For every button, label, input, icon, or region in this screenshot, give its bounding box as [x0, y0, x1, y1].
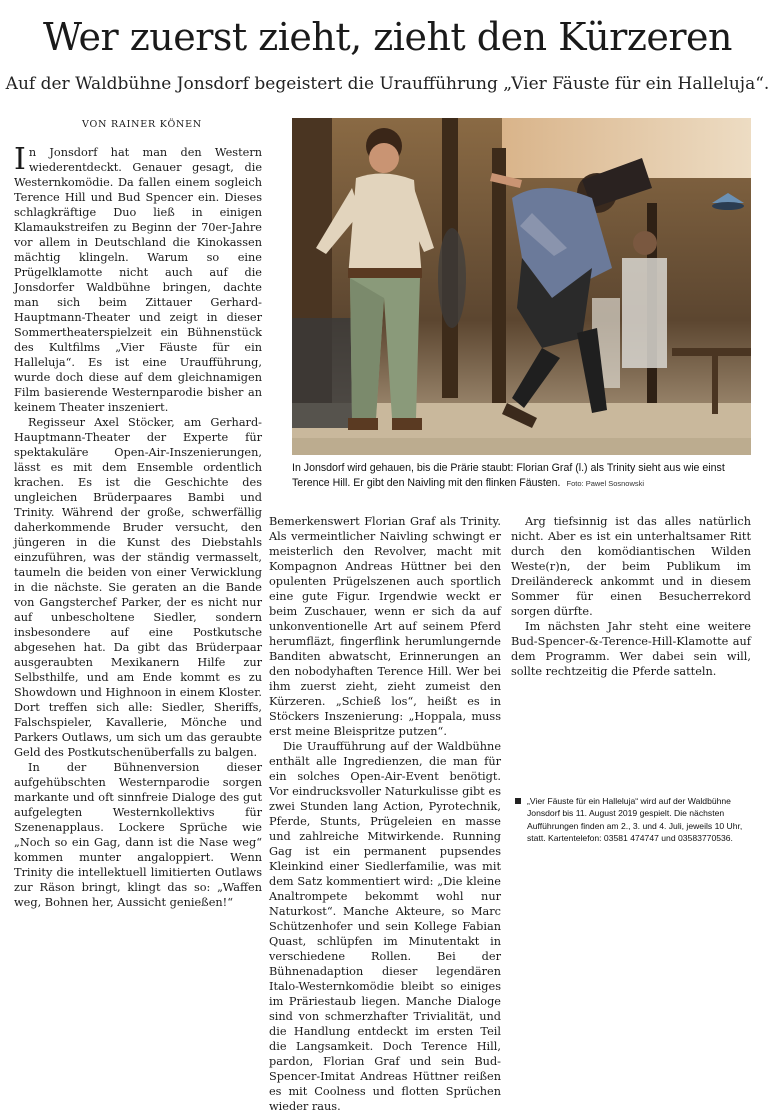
- photo-credit: Foto: Pawel Sosnowski: [566, 479, 645, 488]
- article-column-2: [269, 514, 501, 1114]
- article-paragraph-4: Bemerkenswert Florian Graf als Trinity. Als vermeintlicher Naivling schwingt er meisterlich den Revolver, macht mit Kompagnon Andreas Hüttner bei den opulenten Prügelszenen auch sportlich eine gute Figur. Irgendwie weckt er beim Zuschauer, wenn er sich da auf unkonventionelle Art auf seinem Pferd herumfläzt, fingerflink herumlungernde Banditen abwatscht, Erinnerungen an den nobodyhaften Terence Hill. Wer bei ihm zuerst zieht, zieht zumeist den Kürzeren. „Schieß los“, heißt es in Stöckers Inszenierung: „Hoppala, muss erst meine Bleispritze putzen“.: [269, 515, 501, 738]
- article-paragraph-6: Arg tiefsinnig ist das alles natürlich nicht. Aber es ist ein unterhaltsamer Ritt durch den komödiantischen Wilden Weste(r)n, der beim Publikum im Dreiländereck ankommt und in diesem Sommer für einen Besucherrekord sorgen dürfte.: [511, 515, 751, 618]
- bullet-square-icon: [515, 798, 521, 804]
- article-column-3: [511, 514, 751, 679]
- event-info-box: [527, 795, 751, 845]
- byline: VON RAINER KÖNEN: [82, 119, 202, 130]
- article-paragraph-3: In der Bühnenversion dieser aufgehübschten Westernparodie sorgen markante und oft sinnfreie Dialoge des gut aufgelegten Westernkollektivs für Szenenapplaus. Lockere Sprüche wie „Noch so ein Gag, dann ist die Nase weg“ kommen munter angaloppiert. Wenn Trinity die intellektuell limitierten Outlaws zur Räson bringt, klingt das so: „Waffen weg, Bohnen her, Aussicht genießen!“: [14, 761, 262, 909]
- paragraph-text: n Jonsdorf hat man den Western wiederentdeckt. Genauer gesagt, die Westernkomödie. Da fallen einem sogleich Terence Hill und Bud Spencer ein. Dieses schlagkräftige Duo ließ in einigen Klamaukstreifen zu Beginn der 70er-Jahre vor allem in Deutschland die Kinokassen mächtig klingeln. Warum so eine Prügelklamotte nicht auch auf die Jonsdorfer Waldbühne bringen, dachte man sich beim Zittauer Gerhard-Hauptmann-Theater und zeigt in dieser Sommertheaterspielzeit ein Bühnenstück des Kultfilms „Vier Fäuste für ein Halleluja“. Es ist eine Uraufführung, wurde doch diese auf dem gleichnamigen Film basierende Westernparodie bisher an keinem Theater inszeniert.: [14, 146, 262, 414]
- article-photo: [292, 118, 751, 455]
- article-paragraph-2: Regisseur Axel Stöcker, am Gerhard-Hauptmann-Theater der Experte für spektakuläre Open-Air-Inszenierungen, lässt es mit dem Ensemble ordentlich krachen. Es ist die Geschichte des ungleichen Brüderpaares Bambi und Trinity. Während der große, schwerfällig daherkommende Bruder versucht, den jüngeren in die Kunst des Diebstahls einzuführen, was der ständig vermasselt, taumeln die beiden von einer Verwicklung in die nächste. Sie geraten an die Bande von Gangsterchef Parker, der es nicht nur auf unbescholtene Siedler, sondern insbesondere auf eine Postkutsche abgesehen hat. Da gibt das Brüderpaar ausgeraubten Mexikanern Hilfe zur Selbsthilfe, und am Ende kommt es zu Showdown und Highnoon in einem Kloster. Dort treffen sich alle: Siedler, Sheriffs, Falschspieler, Kavallerie, Mönche und Parkers Outlaws, um sich um das geraubte Geld des Postkutschenüberfalls zu balgen.: [14, 416, 262, 759]
- article-paragraph-5: Die Uraufführung auf der Waldbühne enthält alle Ingredienzen, die man für ein solches Open-Air-Event benötigt. Vor eindrucksvoller Naturkulisse gibt es zwei Stunden lang Action, Pyrotechnik, Pferde, Stunts, Prügeleien en masse und zahlreiche Mitwirkende. Running Gag ist ein permanent pupsendes Kleinkind einer Siedlerfamilie, was mit dem Satz kommentiert wird: „Die kleine Analtrompete bekommt wohl nur Naturkost“. Manche Akteure, so Marc Schützenhofer und sein Kollege Fabian Quast, schlüpfen im Minutentakt in verschiedene Rollen. Bei der Bühnenadaption dieser legendären Italo-Westernkomödie bleibt so einiges im Präriestaub liegen. Manche Dialoge sind von schmerzhafter Trivialität, und die Handlung entdeckt im ersten Teil die Langsamkeit. Doch Terence Hill, pardon, Florian Graf und sein Bud-Spencer-Imitat Andreas Hüttner reißen es mit Coolness und flotten Sprüchen wieder raus.: [269, 740, 501, 1113]
- article-paragraph-1: [14, 142, 262, 415]
- stage-scene-illustration: [292, 118, 751, 455]
- photo-caption: [292, 461, 751, 491]
- subheadline: Auf der Waldbühne Jonsdorf begeistert die Uraufführung „Vier Fäuste für ein Halleluja“.: [5, 74, 770, 94]
- caption-text: In Jonsdorf wird gehauen, bis die Prärie staubt: Florian Graf (l.) als Trinity sieht aus wie einst Terence Hill. Er gibt den Naivling mit den flinken Fäusten.: [292, 462, 725, 489]
- event-info-text: „Vier Fäuste für ein Halleluja“ wird auf der Waldbühne Jonsdorf bis 11. August 2019 gespielt. Die nächsten Aufführungen finden am 2., 3. und 4. Juli, jeweils 10 Uhr, statt. Kartentelefon: 03581 474747 und 03583770536.: [527, 796, 743, 844]
- headline: Wer zuerst zieht, zieht den Kürzeren: [43, 15, 732, 59]
- article-column-1: [14, 142, 262, 910]
- drop-cap: I: [14, 142, 26, 177]
- article-paragraph-7: Im nächsten Jahr steht eine weitere Bud-Spencer-&-Terence-Hill-Klamotte auf dem Programm. Wer dabei sein will, sollte rechtzeitig die Pferde satteln.: [511, 620, 751, 678]
